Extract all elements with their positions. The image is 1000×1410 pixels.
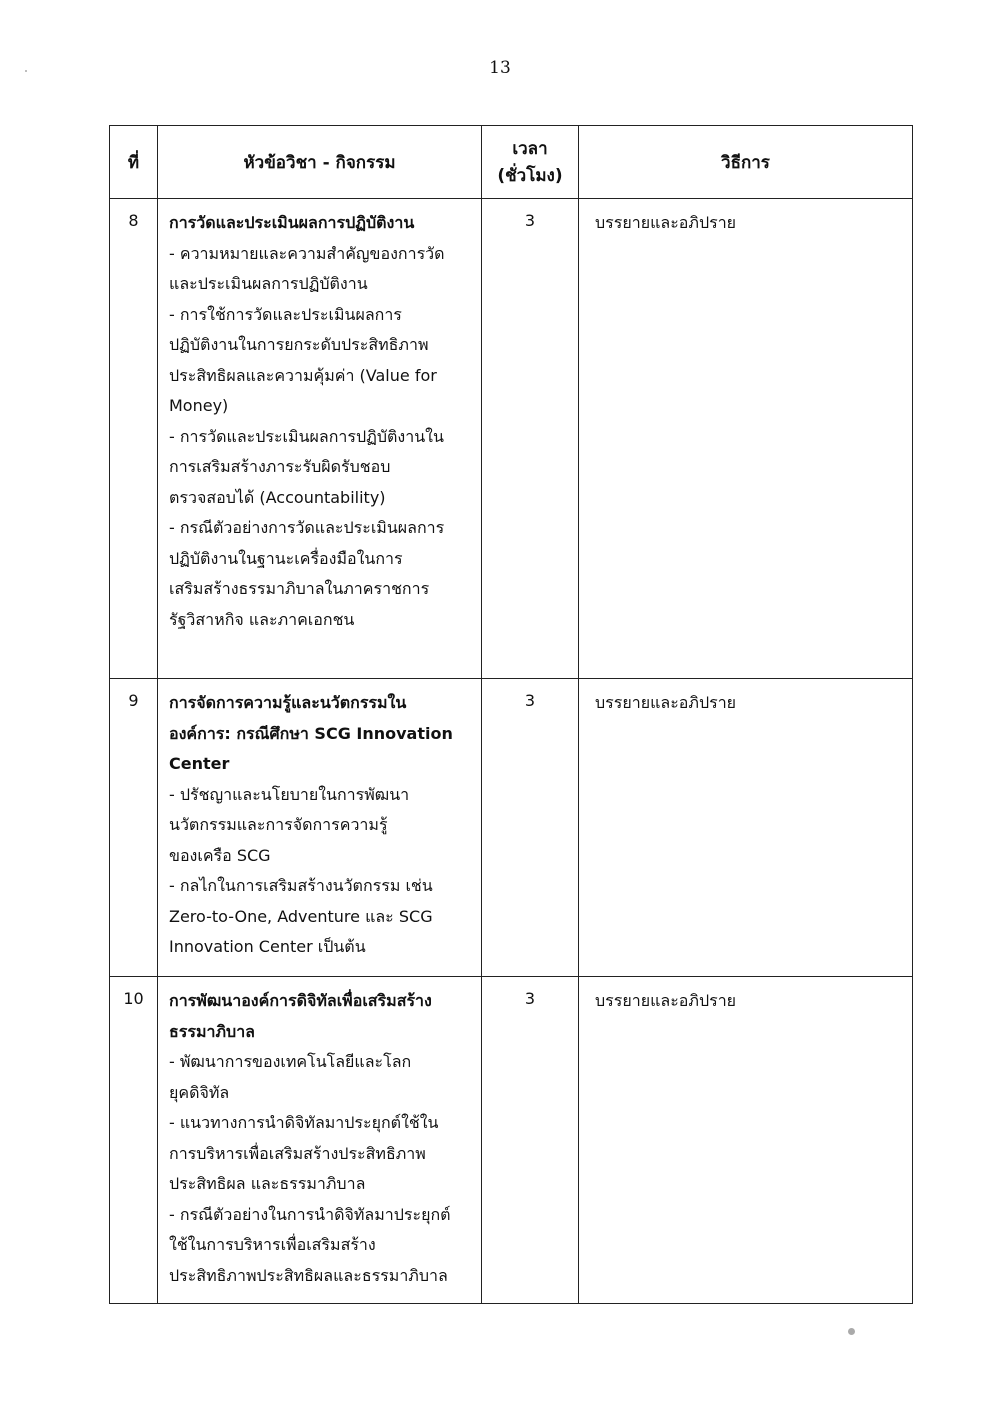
topic-detail-line: ปฏิบัติงานในการยกระดับประสิทธิภาพ xyxy=(169,335,429,354)
topic-detail-line: การเสริมสร้างภาระรับผิดรับชอบ xyxy=(169,457,391,476)
topic-detail-line: และประเมินผลการปฏิบัติงาน xyxy=(169,274,368,293)
topic-title-line: การพัฒนาองค์การดิจิทัลเพื่อเสริมสร้าง xyxy=(169,991,432,1010)
topic-detail-line: ยุคดิจิทัล xyxy=(169,1082,230,1102)
row-hours: 3 xyxy=(482,199,579,679)
topic-detail-line: รัฐวิสาหกิจ และภาคเอกชน xyxy=(169,609,355,629)
topic-detail-line: ประสิทธิผล และธรรมาภิบาล xyxy=(169,1174,366,1193)
row-method: บรรยายและอภิปราย xyxy=(579,199,913,679)
topic-detail-line: - ปรัชญาและนโยบายในการพัฒนา xyxy=(169,784,410,804)
row-topic xyxy=(158,977,482,1304)
topic-title-line: Center xyxy=(169,754,230,773)
topic-detail-line: การบริหารเพื่อเสริมสร้างประสิทธิภาพ xyxy=(169,1143,426,1163)
header-no: ที่ xyxy=(110,126,158,199)
header-hours xyxy=(482,126,579,199)
row-number: 8 xyxy=(110,199,158,679)
topic-detail-line: - การวัดและประเมินผลการปฏิบัติงานใน xyxy=(169,426,444,446)
scan-speck xyxy=(25,70,27,72)
topic-title-line: การวัดและประเมินผลการปฏิบัติงาน xyxy=(169,213,415,232)
topic-detail-line: เสริมสร้างธรรมาภิบาลในภาคราชการ xyxy=(169,579,430,598)
topic-detail-line: Zero-to-One, Adventure และ SCG xyxy=(169,906,433,926)
table-row xyxy=(110,199,913,679)
topic-detail-line: ใช้ในการบริหารเพื่อเสริมสร้าง xyxy=(169,1235,376,1254)
topic-detail-line: ตรวจสอบได้ (Accountability) xyxy=(169,487,386,507)
topic-detail-line: - แนวทางการนำดิจิทัลมาประยุกต์ใช้ใน xyxy=(169,1113,439,1132)
topic-detail-line: ประสิทธิภาพประสิทธิผลและธรรมาภิบาล xyxy=(169,1265,448,1285)
topic-detail-line: - กลไกในการเสริมสร้างนวัตกรรม เช่น xyxy=(169,876,433,895)
row-method: บรรยายและอภิปราย xyxy=(579,977,913,1304)
topic-detail-line: - พัฒนาการของเทคโนโลยีและโลก xyxy=(169,1052,412,1071)
header-method: วิธีการ xyxy=(579,126,913,199)
header-hours-line2: (ชั่วโมง) xyxy=(497,166,563,186)
topic-title-line: การจัดการความรู้และนวัตกรรมใน xyxy=(169,693,407,712)
page-number: 13 xyxy=(489,58,511,78)
topic-detail-line: นวัตกรรมและการจัดการความรู้ xyxy=(169,815,388,834)
row-topic xyxy=(158,679,482,977)
course-schedule-table xyxy=(109,125,913,1304)
scan-speck xyxy=(848,1328,855,1335)
topic-detail-line: - การใช้การวัดและประเมินผลการ xyxy=(169,304,402,324)
table-row xyxy=(110,679,913,977)
topic-detail-line: - ความหมายและความสำคัญของการวัด xyxy=(169,243,445,263)
header-hours-line1: เวลา xyxy=(512,139,548,159)
topic-detail-line: - กรณีตัวอย่างการวัดและประเมินผลการ xyxy=(169,518,445,537)
row-hours: 3 xyxy=(482,679,579,977)
topic-detail-line: Innovation Center เป็นต้น xyxy=(169,937,366,956)
row-method: บรรยายและอภิปราย xyxy=(579,679,913,977)
topic-detail-line: ปฏิบัติงานในฐานะเครื่องมือในการ xyxy=(169,548,403,568)
row-number: 10 xyxy=(110,977,158,1304)
table-header-row xyxy=(110,126,913,199)
row-topic xyxy=(158,199,482,679)
table-row xyxy=(110,977,913,1304)
header-topic: หัวข้อวิชา - กิจกรรม xyxy=(158,126,482,199)
topic-detail-line: - กรณีตัวอย่างในการนำดิจิทัลมาประยุกต์ xyxy=(169,1204,451,1224)
topic-detail-line: Money) xyxy=(169,396,229,415)
row-number: 9 xyxy=(110,679,158,977)
topic-title-line: ธรรมาภิบาล xyxy=(169,1021,255,1041)
row-hours: 3 xyxy=(482,977,579,1304)
topic-title-line: องค์การ: กรณีศึกษา SCG Innovation xyxy=(169,723,453,743)
topic-detail-line: ประสิทธิผลและความคุ้มค่า (Value for xyxy=(169,365,437,385)
topic-detail-line: ของเครือ SCG xyxy=(169,845,271,865)
